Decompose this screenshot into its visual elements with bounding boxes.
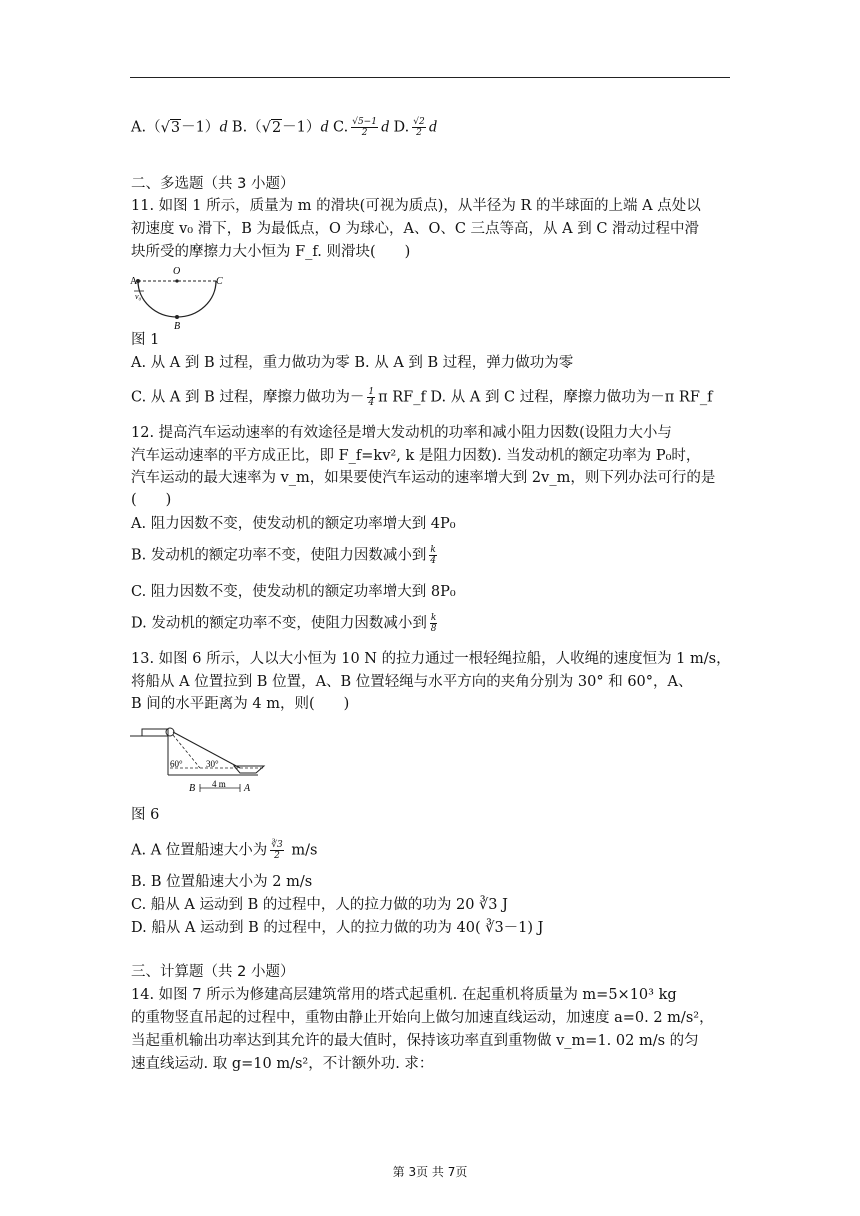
q14-line-2: 的重物竖直吊起的过程中，重物由静止开始向上做匀加速直线运动，加速度 a=0. 2 m/s²， <box>131 1010 714 1026</box>
q14-line-1: 14. 如图 7 所示为修建高层建筑常用的塔式起重机. 在起重机将质量为 m=5×10³ kg <box>131 987 677 1003</box>
q12-option-d: D. 发动机的额定功率不变，使阻力因数减小到 $\frac{k}{8}$ <box>131 613 437 634</box>
q12-line-1: 12. 提高汽车运动速率的有效途径是增大发动机的功率和减小阻力因数(设阻力大小与 <box>131 425 672 441</box>
q10-option-b-tail: －1） <box>282 119 321 136</box>
q10-option-a-tail: －1） <box>181 119 220 136</box>
figure-6-boat-pulley <box>128 720 278 794</box>
figure-6-caption: 图 6 <box>131 807 160 823</box>
q13-option-d: D. 船从 A 运动到 B 的过程中，人的拉力做的功为 40( ∛3－1) J <box>131 920 544 936</box>
q12-option-d-fraction: $\frac{k}{8}$ <box>430 613 437 634</box>
q12-option-a: A. 阻力因数不变，使发动机的额定功率增大到 4P₀ <box>131 516 456 532</box>
q10-options <box>131 117 437 138</box>
q13-option-a: A. A 位置船速大小为 $\frac{∛3}{2}$ m/s <box>131 840 318 861</box>
section-3-title: 三、计算题（共 2 小题） <box>131 964 295 980</box>
q13-option-a-fraction: $\frac{∛3}{2}$ <box>271 840 283 861</box>
figure-1-label-b: B <box>174 321 181 330</box>
figure-6-label-dist: 4 m <box>212 779 226 789</box>
figure-6-label-b: B <box>189 783 196 794</box>
figure-6-label-30: 30° <box>206 759 219 769</box>
q14-line-4: 速直线运动. 取 g=10 m/s²，不计额外功. 求： <box>131 1056 434 1072</box>
q12-option-c: C. 阻力因数不变，使发动机的额定功率增大到 8P₀ <box>131 584 456 600</box>
q12-option-b: B. 发动机的额定功率不变，使阻力因数减小到 $\frac{k}{4}$ <box>131 545 436 566</box>
q14-line-3: 当起重机输出功率达到其允许的最大值时，保持该功率直到重物做 v_m=1. 02 m/s 的匀 <box>131 1033 699 1049</box>
q10-option-c-label: C. <box>333 119 349 136</box>
q10-option-d-var: d <box>428 118 437 136</box>
figure-1-hemisphere <box>130 266 230 330</box>
q13-line-1: 13. 如图 6 所示，人以大小恒为 10 N 的拉力通过一根轻绳拉船，人收绳的速度恒为 1 m/s， <box>131 651 731 667</box>
q12-option-b-fraction: $\frac{k}{4}$ <box>430 545 436 566</box>
q13-option-c: C. 船从 A 运动到 B 的过程中，人的拉力做的功为 20 ∛3 J <box>131 897 508 913</box>
q12-line-3: 汽车运动的最大速率为 v_m，如果要使汽车运动的速率增大到 2v_m，则下列办法可行的是 <box>131 470 716 486</box>
q11-line-2: 初速度 v₀ 滑下，B 为最低点，O 为球心，A、O、C 三点等高，从 A 到 C 滑动过程中滑 <box>131 221 700 237</box>
q10-option-c-fraction: $\frac{√5-1}{2}$ <box>352 117 377 138</box>
header-rule <box>130 77 730 78</box>
q10-option-a-var: d <box>219 118 228 136</box>
q13-line-3: B 间的水平距离为 4 m，则( ) <box>131 696 350 712</box>
figure-1-caption: 图 1 <box>131 332 160 348</box>
q11-option-c-d: C. 从 A 到 B 过程，摩擦力做功为－ $\frac{1}{4}$ π RF_f D. 从 A 到 C 过程，摩擦力做功为－π RF_f <box>131 387 713 408</box>
q10-option-b-var: d <box>320 118 329 136</box>
q11-line-1: 11. 如图 1 所示，质量为 m 的滑块(可视为质点)，从半径为 R 的半球面的上端 A 点处以 <box>131 198 701 214</box>
q13-option-b: B. B 位置船速大小为 2 m/s <box>131 874 313 890</box>
sqrt-icon: √2 <box>261 119 282 136</box>
figure-6-label-a: A <box>244 783 251 794</box>
page-footer: 第 3页 共 7页 <box>392 1165 468 1179</box>
sqrt-icon: √3 <box>160 119 181 136</box>
figure-1-label-o: O <box>173 266 181 277</box>
q10-option-a-label: A.（ <box>131 119 161 136</box>
q11-line-3: 块所受的摩擦力大小恒为 F_f. 则滑块( ) <box>131 244 411 260</box>
q11-fraction: $\frac{1}{4}$ <box>368 387 375 408</box>
figure-1-label-a: A <box>130 276 138 287</box>
q10-option-d-label: D. <box>393 119 410 136</box>
q12-line-2: 汽车运动速率的平方成正比，即 F_f=kv², k 是阻力因数). 当发动机的额定功率为 P₀时， <box>131 448 701 464</box>
q10-option-d-fraction: $\frac{√2}{2}$ <box>413 117 425 138</box>
figure-1-label-c: C <box>216 276 223 287</box>
q12-line-4: ( ) <box>131 492 172 508</box>
section-2-title: 二、多选题（共 3 小题） <box>131 176 295 192</box>
q10-option-b-label: B.（ <box>231 119 262 136</box>
figure-1-label-v0: v₀ <box>135 292 142 301</box>
q10-option-c-var: d <box>380 118 389 136</box>
q13-line-2: 将船从 A 位置拉到 B 位置，A、B 位置轻绳与水平方向的夹角分别为 30° 和 60°，A、 <box>131 674 693 690</box>
q11-option-a-b: A. 从 A 到 B 过程，重力做功为零 B. 从 A 到 B 过程，弹力做功为零 <box>131 355 574 371</box>
figure-6-label-60: 60° <box>170 759 183 769</box>
